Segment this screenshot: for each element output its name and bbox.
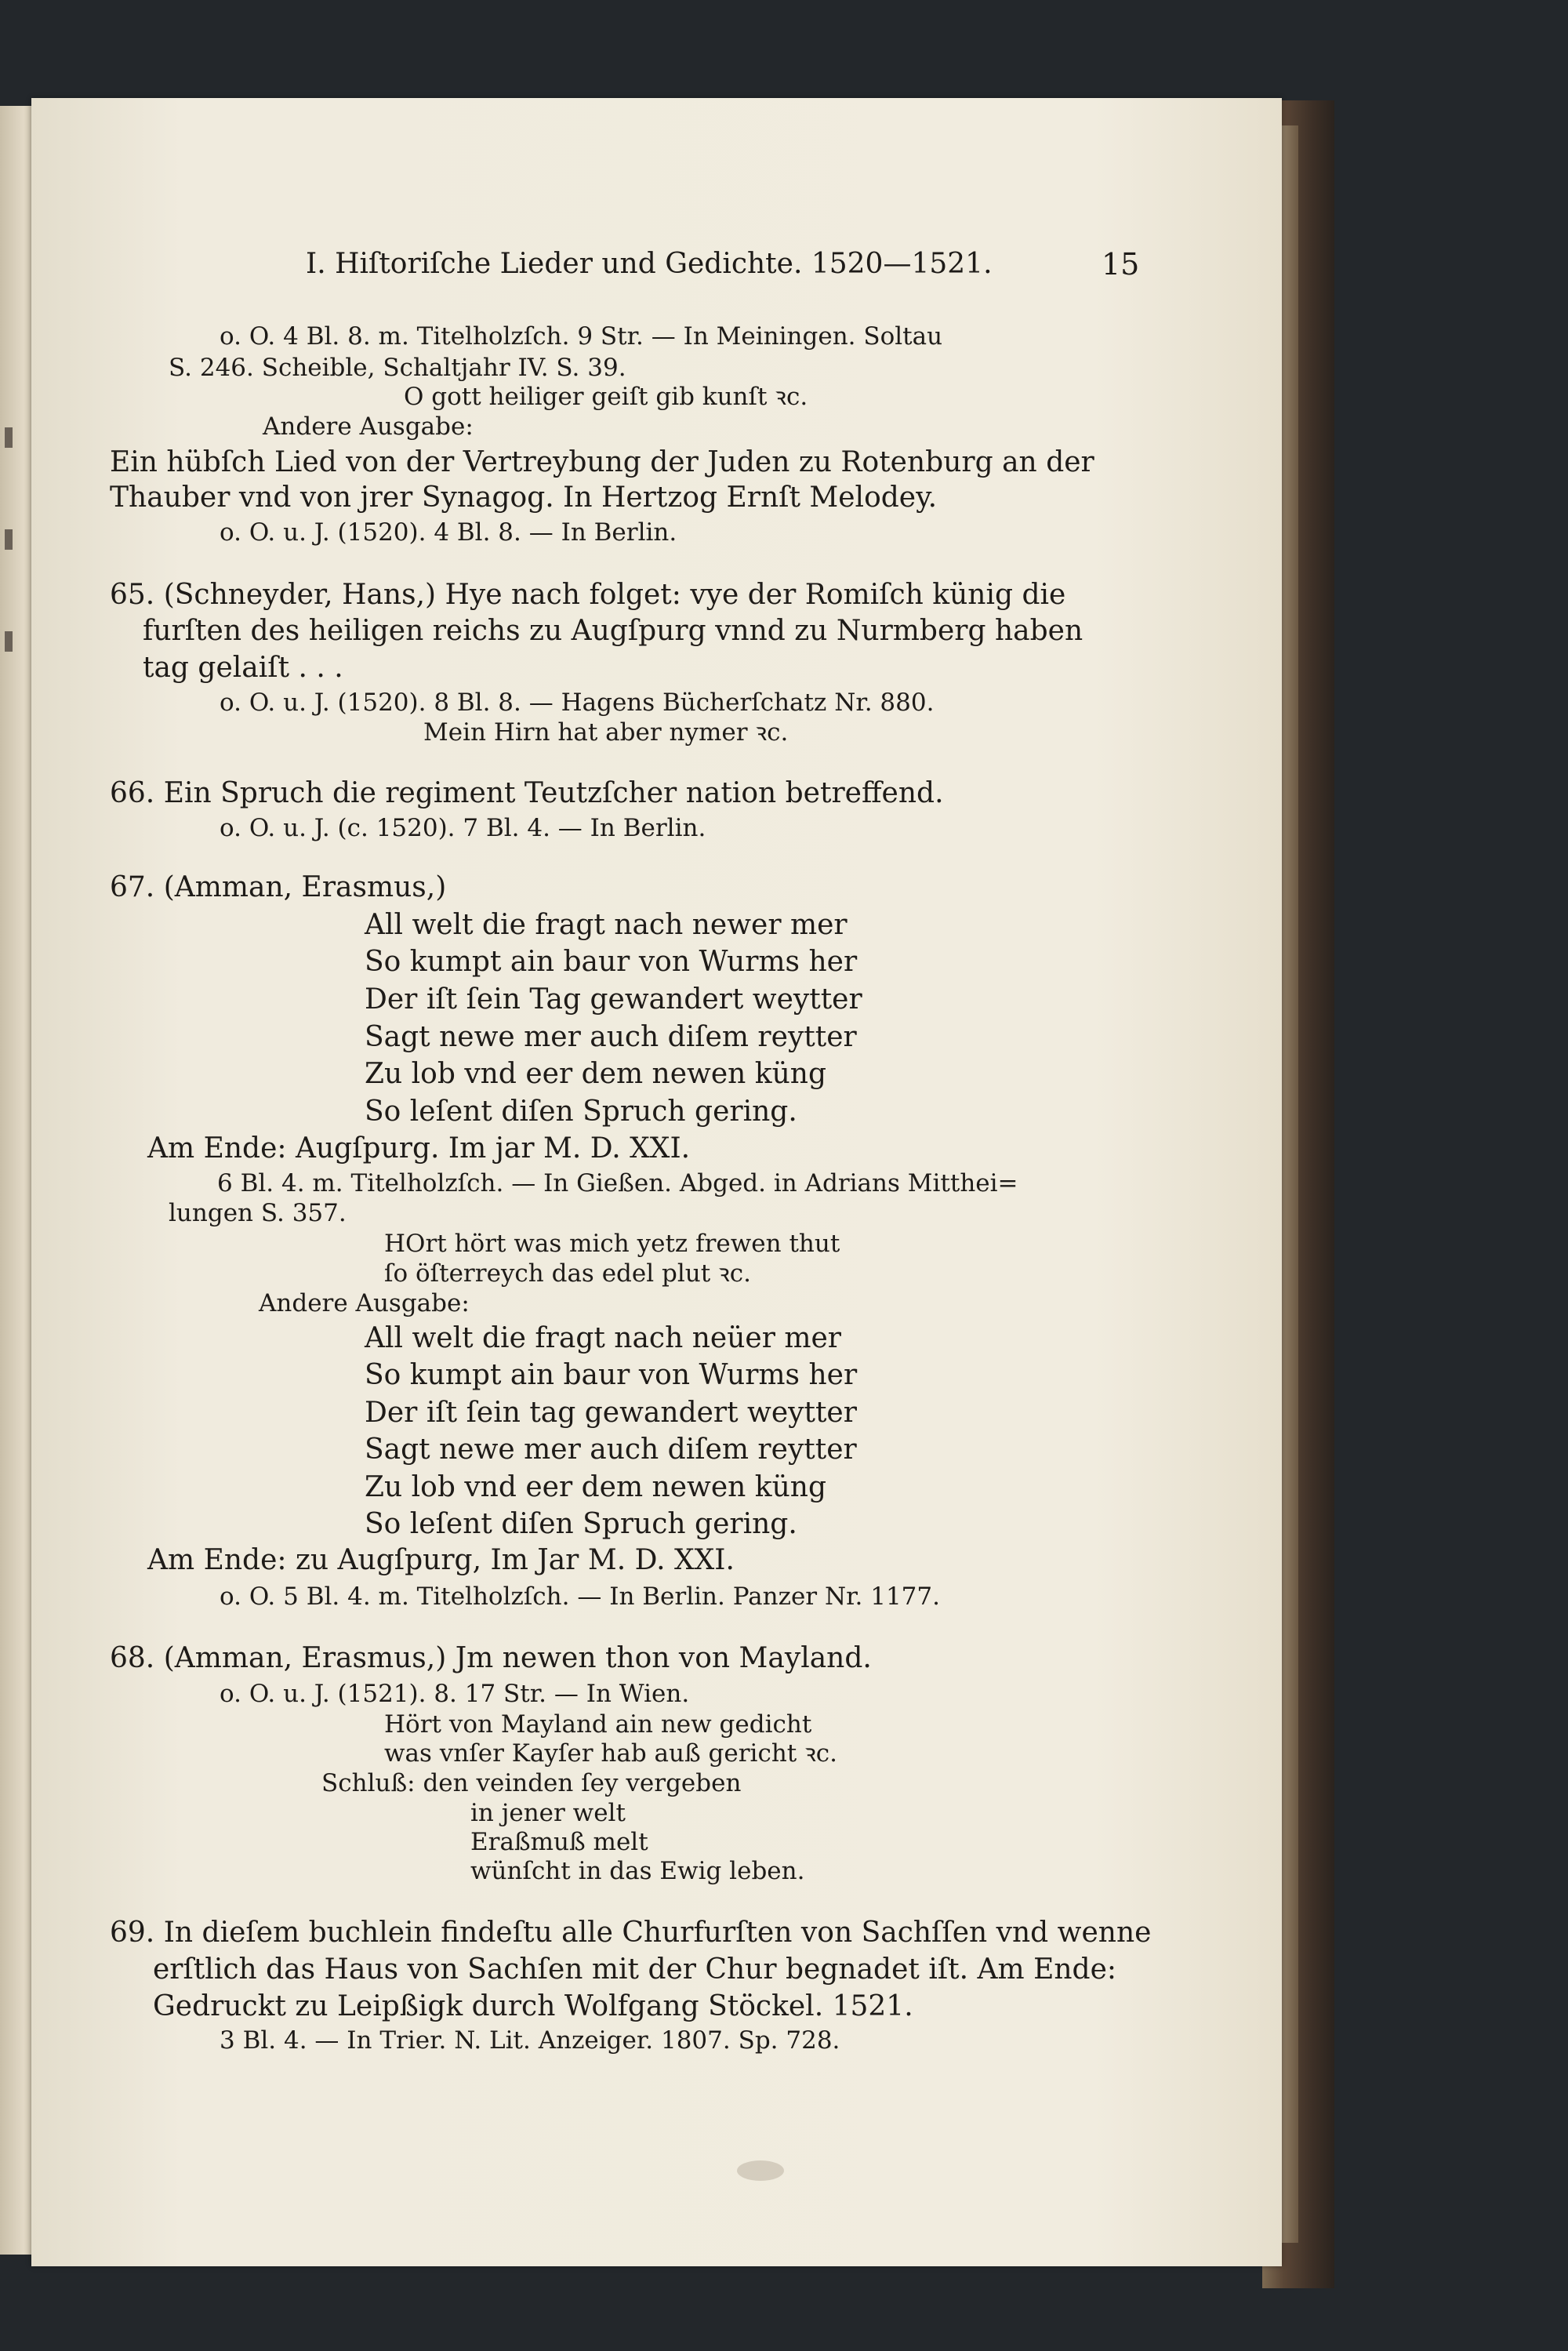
book-page <box>31 98 1282 2266</box>
text-line: lungen S. 357. <box>169 1199 347 1227</box>
text-line: Schluß: den veinden ſey vergeben <box>321 1769 742 1797</box>
page-number: 15 <box>1102 247 1140 282</box>
entry-68: 68. (Amman, Erasmus,) Jm newen thon von Mayland. <box>110 1642 872 1674</box>
running-title: I. Hiſtoriſche Lieder und Gedichte. 1520—1521. <box>306 248 993 280</box>
entry-67: 67. (Amman, Erasmus,) <box>110 871 447 903</box>
text-line: S. 246. Scheible, Schaltjahr IV. S. 39. <box>169 354 626 382</box>
verse-line: So kumpt ain baur von Wurms her <box>365 946 858 978</box>
verse-line: Zu lob vnd eer dem newen küng <box>365 1058 826 1090</box>
verse-line: Der iſt ſein Tag gewandert weytter <box>365 983 862 1016</box>
text-line: 3 Bl. 4. — In Trier. N. Lit. Anzeiger. 1807. Sp. 728. <box>220 2026 840 2055</box>
text-line: Am Ende: zu Augſpurg, Im Jar M. D. XXI. <box>147 1544 735 1576</box>
paper-smudge <box>737 2160 784 2181</box>
entry-66: 66. Ein Spruch die regiment Teutzſcher nation betreffend. <box>110 777 944 809</box>
text-line: Gedruckt zu Leipßigk durch Wolfgang Stöckel. 1521. <box>153 1990 913 2022</box>
text-line: erſtlich das Haus von Sachſen mit der Chur begnadet iſt. Am Ende: <box>153 1953 1117 1986</box>
text-line: tag gelaiſt . . . <box>143 652 343 684</box>
text-line: in jener welt <box>470 1799 626 1827</box>
verse-line: Sagt newe mer auch diſem reytter <box>365 1433 857 1466</box>
text-line: O gott heiliger geiſt gib kunſt ꝛc. <box>404 383 808 411</box>
verse-line: All welt die fragt nach newer mer <box>365 909 848 941</box>
entry-65: 65. (Schneyder, Hans,) Hye nach folget: vye der Romiſch künig die <box>110 579 1066 611</box>
verse-line: All welt die fragt nach neüer mer <box>365 1322 841 1354</box>
text-line: Am Ende: Augſpurg. Im jar M. D. XXI. <box>147 1132 691 1165</box>
binding-mark <box>5 427 13 448</box>
text-line: o. O. u. J. (c. 1520). 7 Bl. 4. — In Berlin. <box>220 814 706 842</box>
entry-69: 69. In dieſem buchlein findeſtu alle Churfurſten von Sachſſen vnd wenne <box>110 1917 1152 1949</box>
text-line: Andere Ausgabe: <box>263 412 474 441</box>
text-line: Ein hübſch Lied von der Vertreybung der Juden zu Rotenburg an der <box>110 446 1094 478</box>
text-line: furſten des heiligen reichs zu Augſpurg vnnd zu Nurmberg haben <box>143 615 1083 647</box>
text-line: Thauber vnd von jrer Synagog. In Hertzog Ernſt Melodey. <box>110 481 938 514</box>
text-line: o. O. 4 Bl. 8. m. Titelholzſch. 9 Str. — In Meiningen. Soltau <box>220 322 943 351</box>
verse-line: So kumpt ain baur von Wurms her <box>365 1359 858 1391</box>
text-line: o. O. 5 Bl. 4. m. Titelholzſch. — In Berlin. Panzer Nr. 1177. <box>220 1582 940 1611</box>
text-line: 6 Bl. 4. m. Titelholzſch. — In Gießen. Abged. in Adrians Mitthei= <box>217 1169 1018 1197</box>
text-line: Mein Hirn hat aber nymer ꝛc. <box>423 718 789 747</box>
verse-line: So leſent diſen Spruch gering. <box>365 1508 797 1540</box>
text-line: wünſcht in das Ewig leben. <box>470 1857 805 1885</box>
text-line: Hört von Mayland ain new gedicht <box>384 1710 812 1739</box>
text-line: o. O. u. J. (1521). 8. 17 Str. — In Wien. <box>220 1680 690 1708</box>
binding-mark <box>5 631 13 652</box>
text-line: Eraßmuß melt <box>470 1828 648 1856</box>
verse-line: Der iſt ſein tag gewandert weytter <box>365 1397 857 1429</box>
verse-line: Sagt newe mer auch diſem reytter <box>365 1021 857 1053</box>
text-line: ſo öſterreych das edel plut ꝛc. <box>384 1259 751 1288</box>
verse-line: So leſent diſen Spruch gering. <box>365 1096 797 1128</box>
verse-line: Zu lob vnd eer dem newen küng <box>365 1471 826 1503</box>
text-line: o. O. u. J. (1520). 4 Bl. 8. — In Berlin. <box>220 518 677 547</box>
text-line: HOrt hört was mich yetz frewen thut <box>384 1230 840 1258</box>
text-line: o. O. u. J. (1520). 8 Bl. 8. — Hagens Bücherſchatz Nr. 880. <box>220 689 935 717</box>
text-line: was vnſer Kayſer hab auß gericht ꝛc. <box>384 1739 838 1768</box>
text-line: Andere Ausgabe: <box>259 1289 470 1317</box>
binding-mark <box>5 529 13 550</box>
